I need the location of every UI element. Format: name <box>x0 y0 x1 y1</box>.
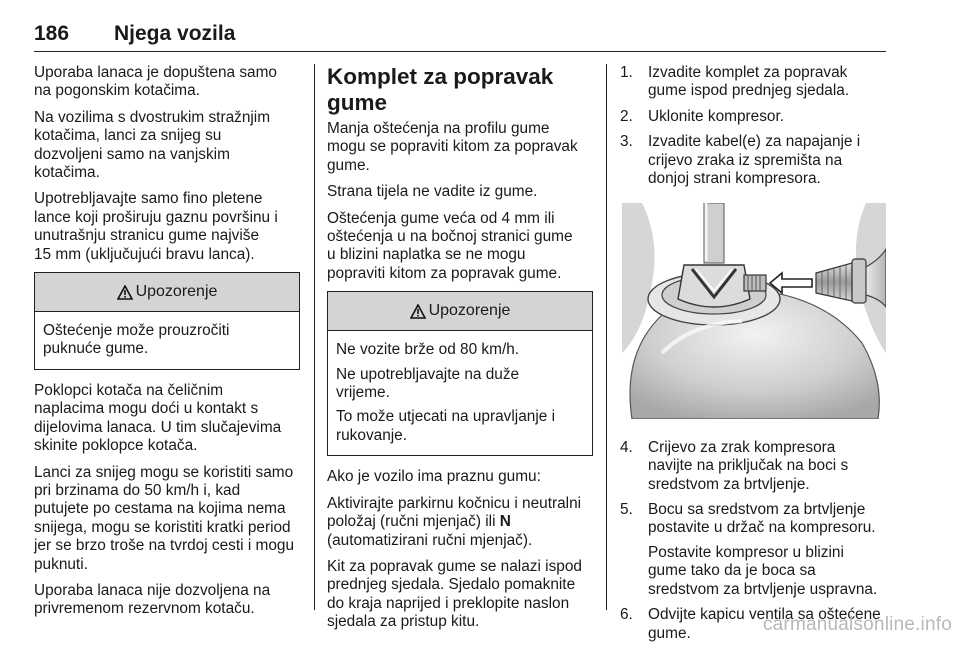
list-item <box>620 439 888 494</box>
paragraph: Oštećenja gume veća od 4 mm ili oštećenja u na bočnoj stranici gume u blizini naplatka se ne mogu popraviti kitom za popravak gume. <box>327 209 573 282</box>
step-number: 6. <box>620 606 633 624</box>
gear-symbol: N <box>499 513 511 531</box>
column-divider-2 <box>606 64 607 610</box>
step-number: 2. <box>620 107 633 125</box>
paragraph: Kit za popravak gume se nalazi ispod prednjeg sjedala. Sjedalo pomaknite do kraja naprijed i preklopite naslon sjedala za pristup kitu. <box>327 557 582 631</box>
step-text: Odvijte kapicu ventila sa oštećene gume. <box>648 606 881 642</box>
step-number: 1. <box>620 64 633 81</box>
step-number: 5. <box>620 501 633 519</box>
step-text: Uklonite kompresor. <box>648 107 785 125</box>
warning-box <box>34 272 300 370</box>
paragraph: Upotrebljavajte samo fino pletene lance koji proširuju gaznu površinu i unutrašnju stranicu gume najviše 15 mm (uključujući bravu lanca). <box>34 190 278 263</box>
running-title: Njega vozila <box>114 22 236 45</box>
list-item <box>620 64 888 101</box>
step-subtext: Postavite kompresor u blizini gume tako da je boca sa sredstvom za brtvljenje uspravna. <box>648 543 878 598</box>
paragraph <box>327 495 593 550</box>
page-number: 186 <box>34 22 70 45</box>
list-item <box>620 133 888 188</box>
step-text: Izvadite komplet za popravak gume ispod prednjeg sjedala. <box>648 64 850 100</box>
warning-box <box>327 291 593 456</box>
warning-triangle-icon <box>117 285 133 300</box>
warning-triangle-icon <box>410 304 426 319</box>
paragraph: Uporaba lanaca nije dozvoljena na privremenom rezervnom kotaču. <box>34 581 271 618</box>
header-rule <box>34 51 886 52</box>
step-number: 4. <box>620 438 633 456</box>
paragraph: Manja oštećenja na profilu gume mogu se popraviti kitom za popravak gume. <box>327 120 578 174</box>
warning-text: Oštećenje može prouzročiti puknuće gume. <box>43 322 230 358</box>
section-heading: Komplet za popravak gume <box>327 64 554 115</box>
page-header <box>34 22 924 52</box>
watermark: carmanualsonline.info <box>762 614 952 635</box>
paragraph: Uporaba lanaca je dopuštena samo na pogonskim kotačima. <box>34 64 277 100</box>
step-number: 3. <box>620 133 633 151</box>
step-text: Izvadite kabel(e) za napajanje i crijevo zraka iz spremišta na donjoj strani kompresora. <box>648 133 861 188</box>
compressor-hose-illustration <box>622 203 886 419</box>
steps-list-b <box>620 439 888 643</box>
warning-header <box>328 292 592 331</box>
paragraph: Ako je vozilo ima praznu gumu: <box>327 468 541 486</box>
step-text: Crijevo za zrak kompresora navijte na priključak na boci s sredstvom za brtvljenje. <box>648 438 849 493</box>
column-2 <box>327 64 593 640</box>
paragraph: Poklopci kotača na čeličnim naplacima mogu doći u kontakt s dijelovima lanaca. U tim slučajevima skinite poklopce kotača. <box>34 381 282 455</box>
column-1 <box>34 64 300 627</box>
column-divider-1 <box>314 64 315 610</box>
warning-line: To može utjecati na upravljanje i rukovanje. <box>336 408 556 444</box>
warning-header <box>35 273 299 312</box>
paragraph: Na vozilima s dvostrukim stražnjim kotačima, lanci za snijeg su dozvoljeni samo na vanjskim kotačima. <box>34 108 271 182</box>
steps-list-a <box>620 64 888 188</box>
warning-line: Ne upotrebljavajte na duže vrijeme. <box>336 365 520 402</box>
text-run: (automatizirani ručni mjenjač). <box>327 531 533 549</box>
column-3 <box>620 64 888 650</box>
warning-title: Upozorenje <box>135 282 218 300</box>
warning-title: Upozorenje <box>428 302 511 320</box>
warning-line: Ne vozite brže od 80 km/h. <box>336 341 520 359</box>
list-item <box>620 501 888 599</box>
step-text: Bocu sa sredstvom za brtvljenje postavite u držač na kompresoru. <box>648 501 876 537</box>
paragraph: Strana tijela ne vadite iz gume. <box>327 183 538 201</box>
paragraph: Lanci za snijeg mogu se koristiti samo pri brzinama do 50 km/h i, kad putujete po cestama na kojima nema snijega, mogu se koristiti kratki period jer se brzo troše na tvrdoj cesti i mogu puknuti. <box>34 463 295 573</box>
list-item <box>620 108 888 126</box>
text-run: Aktivirajte parkirnu kočnicu i neutralni položaj (ručni mjenjač) ili <box>327 494 582 531</box>
